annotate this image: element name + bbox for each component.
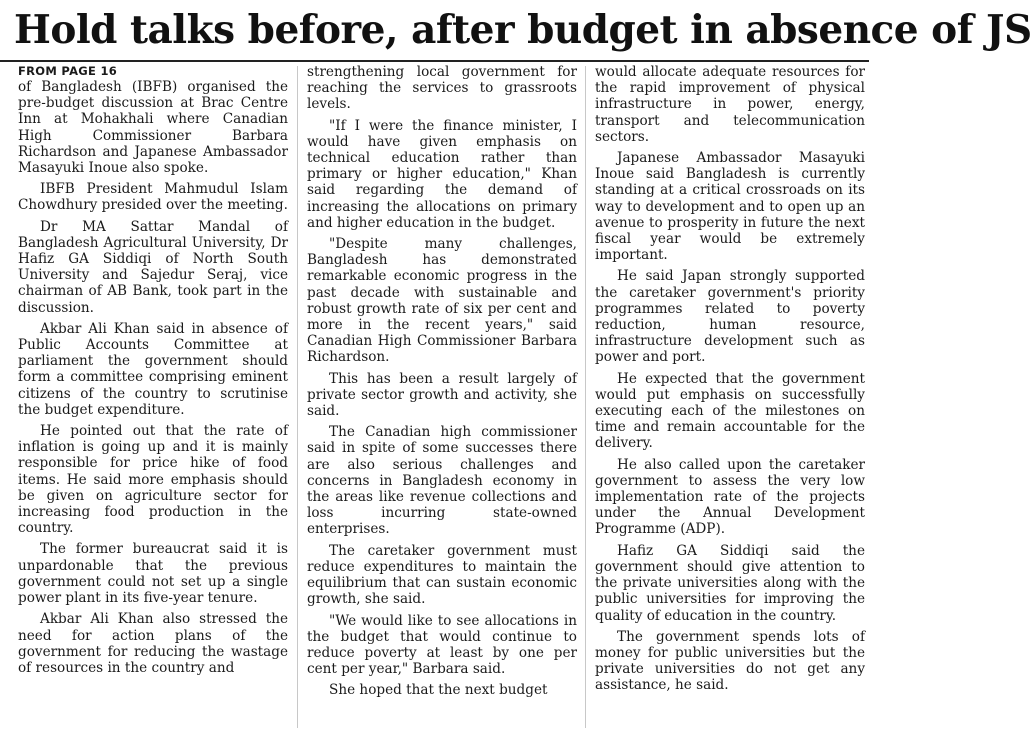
paragraph: Dr MA Sattar Mandal of Bangladesh Agricultural University, Dr Hafiz GA Siddiqi of North South University and Sajedur Seraj, vice chairman of AB Bank, took part in the discussion. bbox=[18, 218, 288, 316]
headline: Hold talks before, after budget in absence of JS bbox=[14, 7, 1032, 53]
article-column-1 bbox=[18, 64, 288, 681]
column-divider bbox=[585, 66, 586, 728]
article-column-3 bbox=[595, 64, 865, 699]
paragraph: She hoped that the next budget bbox=[329, 682, 548, 699]
paragraph: Japanese Ambassador Masayuki Inoue said Bangladesh is currently standing at a critical crossroads on its way to development and to open up an avenue to prosperity in future the next fiscal year would be extremely important. bbox=[595, 150, 865, 264]
continuation-kicker: FROM PAGE 16 bbox=[18, 64, 118, 78]
paragraph: The caretaker government must reduce expenditures to maintain the equilibrium that can sustain economic growth, she said. bbox=[307, 542, 577, 608]
paragraph: of Bangladesh (IBFB) organised the pre-budget discussion at Brac Centre Inn at Mohakhali where Canadian High Commissioner Barbara Richardson and Japanese Ambassador Masayuki Inoue also spoke. bbox=[18, 79, 288, 177]
paragraph: Akbar Ali Khan said in absence of Public Accounts Committee at parliament the government should form a committee comprising eminent citizens of the country to scrutinise the budget expenditure. bbox=[18, 320, 288, 418]
paragraph: Hafiz GA Siddiqi said the government should give attention to the private universities along with the public universities for improving the quality of education in the country. bbox=[595, 542, 865, 624]
article-column-2 bbox=[307, 64, 577, 704]
paragraph: "If I were the finance minister, I would have given emphasis on technical education rather than primary or higher education," Khan said regarding the demand of increasing the allocations on primary and higher education in the budget. bbox=[307, 117, 577, 231]
paragraph: He expected that the government would put emphasis on successfully executing each of the milestones on time and remain accountable for the delivery. bbox=[595, 370, 865, 452]
paragraph: This has been a result largely of private sector growth and activity, she said. bbox=[307, 370, 577, 420]
paragraph: "Despite many challenges, Bangladesh has demonstrated remarkable economic progress in the past decade with sustainable and robust growth rate of six per cent and more in the recent years," said Canadian High Commissioner Barbara Richardson. bbox=[307, 236, 577, 366]
paragraph: The Canadian high commissioner said in spite of some successes there are also serious challenges and concerns in Bangladesh economy in the areas like revenue collections and loss incurring state-owned enterprises. bbox=[307, 424, 577, 538]
paragraph: He said Japan strongly supported the caretaker government's priority programmes related to poverty reduction, human resource, infrastructure development such as power and port. bbox=[595, 268, 865, 366]
paragraph: IBFB President Mahmudul Islam Chowdhury presided over the meeting. bbox=[18, 181, 288, 214]
paragraph: The government spends lots of money for public universities but the private universities do not get any assistance, he said. bbox=[595, 628, 865, 694]
paragraph: would allocate adequate resources for the rapid improvement of physical infrastructure in power, energy, transport and telecommunication sectors. bbox=[595, 64, 865, 145]
paragraph: He also called upon the caretaker government to assess the very low implementation rate of the projects under the Annual Development Programme (ADP). bbox=[595, 456, 865, 538]
paragraph: The former bureaucrat said it is unpardonable that the previous government could not set up a single power plant in its five-year tenure. bbox=[18, 541, 288, 607]
paragraph: strengthening local government for reaching the services to grassroots levels. bbox=[307, 64, 577, 113]
paragraph: "We would like to see allocations in the budget that would continue to reduce poverty at least by one per cent per year," Barbara said. bbox=[307, 612, 577, 678]
column-divider bbox=[297, 66, 298, 728]
headline-rule bbox=[0, 60, 869, 62]
paragraph: Akbar Ali Khan also stressed the need for action plans of the government for reducing the wastage of resources in the country and bbox=[18, 611, 288, 676]
paragraph: He pointed out that the rate of inflation is going up and it is mainly responsible for price hike of food items. He said more emphasis should be given on agriculture sector for increasing food production in the country. bbox=[18, 423, 288, 537]
